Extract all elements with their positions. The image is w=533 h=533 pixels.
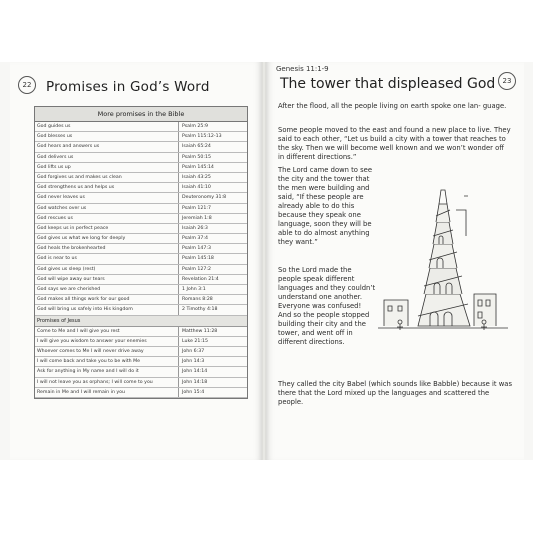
promise-text: I will come back and take you to be with Me	[35, 357, 179, 366]
paragraph-3: The Lord came down to see the city and the tower that the men were building and said, “If these people are already able to do this because they speak one language, soon they will be able to do almost anything they want.”	[278, 166, 373, 246]
bible-reference: Psalm 115:12-13	[182, 134, 222, 140]
table-row	[35, 347, 247, 357]
page-number-right: 23	[498, 72, 516, 90]
page-title-left: Promises in God’s Word	[46, 79, 210, 95]
table-row	[35, 254, 247, 264]
page-number-left: 22	[18, 76, 36, 94]
promise-text: God will wipe away our tears	[35, 275, 179, 284]
table-row	[35, 153, 247, 163]
promise-text: God blesses us	[35, 132, 179, 141]
right-page	[266, 62, 524, 460]
table-row	[35, 163, 247, 173]
bible-reference: Isaiah 43:25	[182, 174, 211, 180]
promise-text: Come to Me and I will give you rest	[35, 327, 179, 336]
bible-reference: Isaiah 65:24	[182, 144, 211, 150]
bible-reference: John 14:14	[182, 369, 208, 375]
paragraph-5: They called the city Babel (which sounds like Babble) because it was there that the Lord mixed up the languages and scattered the people.	[278, 380, 512, 406]
bible-reference: John 6:37	[182, 348, 205, 354]
promise-text: I will give you wisdom to answer your enemies	[35, 337, 179, 346]
promise-text: Whoever comes to Me I will never drive away	[35, 347, 179, 356]
table-row	[35, 327, 247, 337]
book-spread	[0, 62, 533, 460]
bible-reference: Deuteronomy 31:8	[182, 195, 227, 201]
table-body-jesus	[35, 327, 247, 398]
promise-text: I will not leave you as orphans; I will come to you	[35, 378, 179, 387]
paragraph-1: After the flood, all the people living on earth spoke one lan- guage.	[278, 102, 507, 110]
bible-reference: John 14:3	[182, 359, 205, 365]
table-row	[35, 183, 247, 193]
promise-text: God guides us	[35, 122, 179, 131]
bible-reference: Luke 21:15	[182, 338, 208, 344]
bible-reference: 1 John 3:1	[182, 287, 206, 292]
table-row	[35, 142, 247, 152]
bible-reference: Psalm 145:18	[182, 256, 214, 262]
bible-reference: Jeremiah 1:8	[182, 215, 212, 221]
bible-reference: Psalm 50:15	[182, 154, 211, 160]
table-body-god	[35, 122, 247, 316]
promise-text: God delivers us	[35, 153, 179, 162]
bible-reference: John 14:18	[182, 379, 208, 385]
bible-reference: Psalm 147:3	[182, 246, 211, 252]
tower-of-babel-illustration	[378, 176, 508, 336]
bible-reference: Psalm 127:2	[182, 266, 211, 272]
page-title-right: The tower that displeased God	[280, 76, 496, 92]
bible-reference: 2 Timothy 4:18	[182, 307, 218, 313]
bible-reference: Psalm 121:7	[182, 205, 211, 211]
bible-reference: Psalm 145:14	[182, 164, 214, 170]
table-row	[35, 132, 247, 142]
bible-reference: John 15:4	[182, 389, 205, 395]
bible-reference: Isaiah 41:10	[182, 185, 211, 191]
bible-reference: Revelation 21:4	[182, 276, 219, 282]
table-row	[35, 173, 247, 183]
promise-text: God lifts us up	[35, 163, 179, 172]
table-row	[35, 265, 247, 275]
bible-reference: Psalm 25:9	[182, 124, 208, 129]
table-row	[35, 388, 247, 398]
promise-text: God gives us sleep (rest)	[35, 265, 179, 274]
promise-text: God will bring us safely into His kingdom	[35, 305, 179, 314]
promise-text: God gives us what we long for deeply	[35, 234, 179, 243]
left-page	[10, 62, 262, 460]
bible-reference: Romans 8:28	[182, 297, 213, 303]
promise-text: God keeps us in perfect peace	[35, 224, 179, 233]
promise-text: God forgives us and makes us clean	[35, 173, 179, 182]
scripture-reference: Genesis 11:1-9	[276, 65, 329, 73]
table-row	[35, 357, 247, 367]
table-header: More promises in the Bible	[35, 107, 247, 122]
promise-text: God watches over us	[35, 204, 179, 213]
promise-text: Ask for anything in My name and I will do it	[35, 367, 179, 376]
table-row	[35, 367, 247, 377]
table-section-header: Promises of Jesus	[35, 316, 247, 327]
table-row	[35, 275, 247, 285]
paragraph-4: So the Lord made the people speak different languages and they couldn’t understand one another. Everyone was confused! And so the people stopped building their city and the tower, and went off in different directions.	[278, 266, 376, 346]
table-row	[35, 244, 247, 254]
promise-text: God is near to us	[35, 254, 179, 263]
promise-text: Remain in Me and I will remain in you	[35, 388, 179, 397]
bible-reference: Isaiah 26:3	[182, 225, 208, 231]
promise-text: God rescues us	[35, 214, 179, 223]
paragraph-2: Some people moved to the east and found a new place to live. They said to each other, “Let us build a city with a tower that reaches to the sky. Then we will become well known and we won’t wonder off in different directions.”	[278, 126, 511, 161]
promise-text: God heals the brokenhearted	[35, 244, 179, 253]
promise-text: God strengthens us and helps us	[35, 183, 179, 192]
promise-text: God makes all things work for our good	[35, 295, 179, 304]
table-row	[35, 305, 247, 315]
table-row	[35, 193, 247, 203]
promise-text: God hears and answers us	[35, 142, 179, 151]
promise-text: God says we are cherished	[35, 285, 179, 294]
table-row	[35, 378, 247, 388]
table-row	[35, 234, 247, 244]
bible-reference: Psalm 37:4	[182, 236, 208, 242]
promise-text: God never leaves us	[35, 193, 179, 202]
bible-reference: Matthew 11:28	[182, 328, 218, 334]
table-row	[35, 122, 247, 132]
table-row	[35, 295, 247, 305]
table-row	[35, 337, 247, 347]
table-row	[35, 204, 247, 214]
promises-table	[34, 106, 248, 399]
table-row	[35, 224, 247, 234]
table-row	[35, 285, 247, 295]
table-row	[35, 214, 247, 224]
